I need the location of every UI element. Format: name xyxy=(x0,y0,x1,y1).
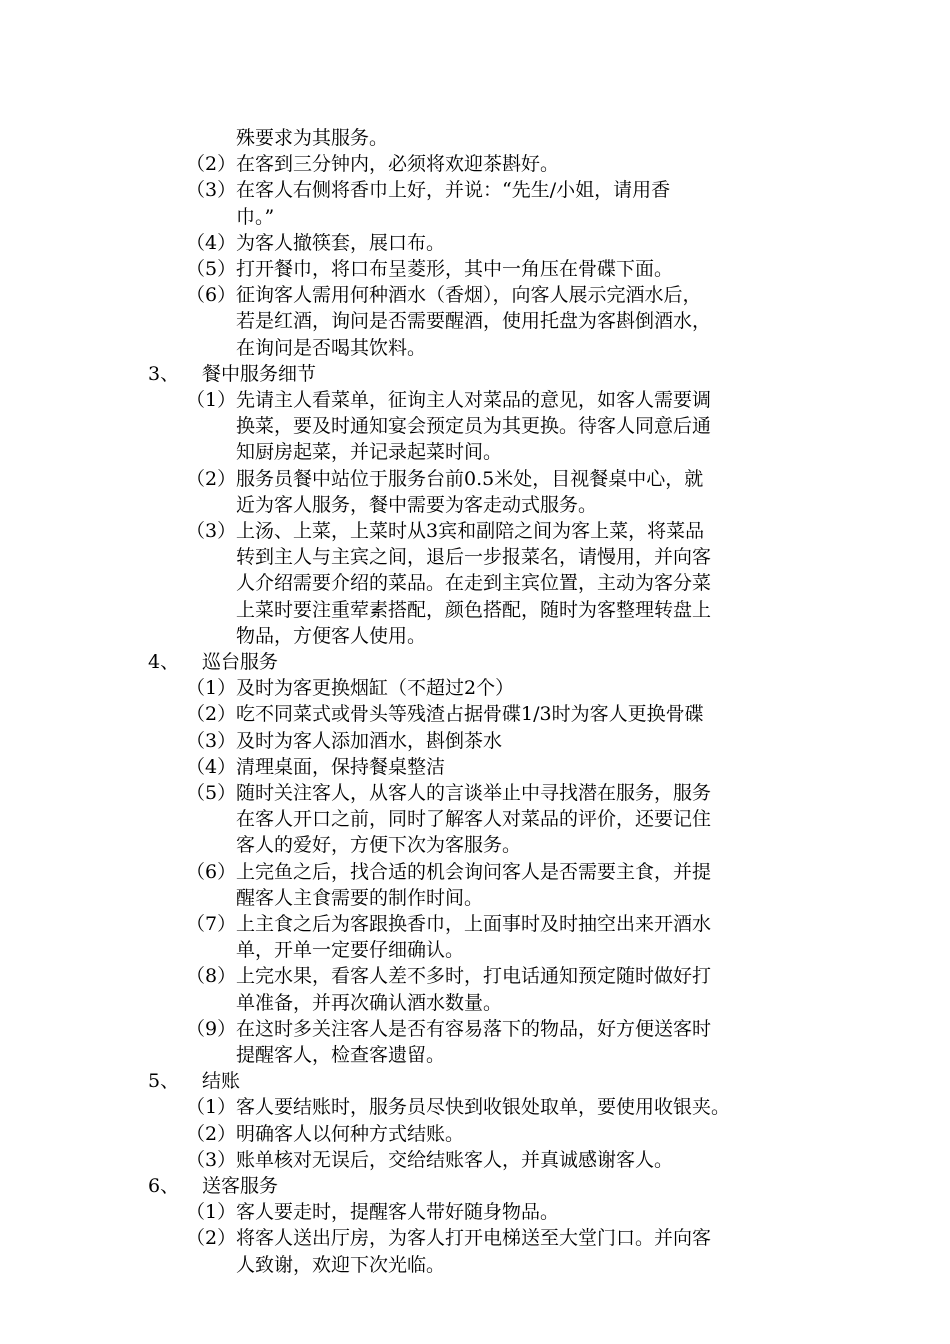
item-text-line: 在这时多关注客人是否有容易落下的物品，好方便送客时 xyxy=(236,1017,712,1040)
item-text-line: 打开餐巾，将口布呈菱形，其中一角压在骨碟下面。 xyxy=(236,258,674,280)
item-number: （8） xyxy=(186,965,237,988)
section-number: 6、 xyxy=(148,1175,180,1197)
item-number: （2） xyxy=(186,467,237,490)
item-number: （3） xyxy=(186,179,237,202)
item-text-line: 知厨房起菜，并记录起菜时间。 xyxy=(236,441,503,464)
item-text-line: 吃不同菜式或骨头等残渣占据骨碟1/3时为客人更换骨碟 xyxy=(236,703,704,726)
item-number: （3） xyxy=(186,729,237,752)
item-text-line: 服务员餐中站位于服务台前0.5米处，目视餐桌中心，就 xyxy=(236,467,704,490)
item-text-line: 在客到三分钟内，必须将欢迎茶斟好。 xyxy=(236,153,560,176)
item-text-line: 提醒客人，检查客遗留。 xyxy=(236,1044,446,1066)
item-text-line: 客人的爱好，方便下次为客服务。 xyxy=(236,834,522,857)
item-number: （1） xyxy=(186,389,237,411)
item-number: （2） xyxy=(186,153,237,176)
item-text-line: 上菜时要注重荤素搭配，颜色搭配，随时为客整理转盘上 xyxy=(236,598,712,621)
item-text-line: 为客人撤筷套，展口布。 xyxy=(236,231,446,254)
item-text-line: 转到主人与主宾之间，退后一步报菜名，请慢用，并向客 xyxy=(236,546,712,569)
item-text-line: 及时为客更换烟缸（不超过2个） xyxy=(236,677,515,700)
item-text-line: 清理桌面，保持餐桌整洁 xyxy=(236,755,446,778)
item-text-line: 征询客人需用何种酒水（香烟），向客人展示完酒水后， xyxy=(236,284,702,307)
item-text-line: 在客人开口之前，同时了解客人对菜品的评价，还要记住 xyxy=(236,808,712,831)
section-number: 3、 xyxy=(148,362,180,385)
item-number: （5） xyxy=(186,782,237,804)
item-text-line: 上汤、上菜，上菜时从3宾和副陪之间为客上菜，将菜品 xyxy=(236,520,705,542)
item-text-line: 巾。” xyxy=(236,205,275,228)
item-text-line: 物品，方便客人使用。 xyxy=(236,624,427,647)
item-text-line: 换菜，要及时通知宴会预定员为其更换。待客人同意后通 xyxy=(236,415,712,438)
item-number: （2） xyxy=(186,703,237,726)
item-number: （6） xyxy=(186,860,237,883)
section-title: 巡台服务 xyxy=(202,651,279,673)
item-text-line: 醒客人主食需要的制作时间。 xyxy=(236,886,484,909)
item-text-line: 若是红酒，询问是否需要醒酒，使用托盘为客斟倒酒水， xyxy=(236,310,712,333)
item-text-line: 上主食之后为客跟换香巾，上面事时及时抽空出来开酒水 xyxy=(236,913,712,935)
section-number: 5、 xyxy=(148,1070,180,1093)
item-text-line: 在询问是否喝其饮料。 xyxy=(236,336,427,359)
item-number: （2） xyxy=(186,1122,237,1145)
continuation-line: 殊要求为其服务。 xyxy=(236,127,389,149)
item-number: （7） xyxy=(186,913,237,935)
item-number: （9） xyxy=(186,1017,237,1040)
item-number: （4） xyxy=(186,755,237,778)
item-number: （4） xyxy=(186,231,237,254)
item-text-line: 近为客人服务，餐中需要为客走动式服务。 xyxy=(236,493,598,516)
section-title: 送客服务 xyxy=(202,1175,279,1197)
section-title: 餐中服务细节 xyxy=(202,362,317,385)
item-text-line: 客人要走时，提醒客人带好随身物品。 xyxy=(236,1201,560,1224)
item-number: （3） xyxy=(186,1148,237,1171)
item-text-line: 将客人送出厅房，为客人打开电梯送至大堂门口。并向客 xyxy=(236,1227,712,1250)
item-text-line: 及时为客人添加酒水，斟倒茶水 xyxy=(236,729,503,752)
item-number: （5） xyxy=(186,258,237,280)
item-text-line: 人致谢，欢迎下次光临。 xyxy=(236,1253,446,1276)
item-text-line: 上完水果，看客人差不多时，打电话通知预定随时做好打 xyxy=(236,965,712,988)
item-text-line: 人介绍需要介绍的菜品。在走到主宾位置，主动为客分菜 xyxy=(236,572,712,595)
item-text-line: 单，开单一定要仔细确认。 xyxy=(236,939,465,962)
item-number: （2） xyxy=(186,1227,237,1250)
item-text-line: 客人要结账时，服务员尽快到收银处取单，要使用收银夹。 xyxy=(236,1096,731,1119)
item-number: （3） xyxy=(186,520,237,542)
item-number: （6） xyxy=(186,284,237,307)
item-number: （1） xyxy=(186,1201,237,1224)
item-text-line: 明确客人以何种方式结账。 xyxy=(236,1122,465,1145)
item-number: （1） xyxy=(186,1096,237,1119)
item-number: （1） xyxy=(186,677,237,700)
section-number: 4、 xyxy=(148,651,180,673)
item-text-line: 先请主人看菜单，征询主人对菜品的意见，如客人需要调 xyxy=(236,389,712,411)
item-text-line: 单准备，并再次确认酒水数量。 xyxy=(236,991,503,1014)
item-text-line: 账单核对无误后，交给结账客人，并真诚感谢客人。 xyxy=(236,1148,674,1171)
section-title: 结账 xyxy=(202,1070,241,1093)
item-text-line: 在客人右侧将香巾上好，并说：“先生/小姐，请用香 xyxy=(236,179,671,202)
item-text-line: 随时关注客人，从客人的言谈举止中寻找潜在服务，服务 xyxy=(236,782,712,804)
item-text-line: 上完鱼之后，找合适的机会询问客人是否需要主食，并提 xyxy=(236,860,712,883)
